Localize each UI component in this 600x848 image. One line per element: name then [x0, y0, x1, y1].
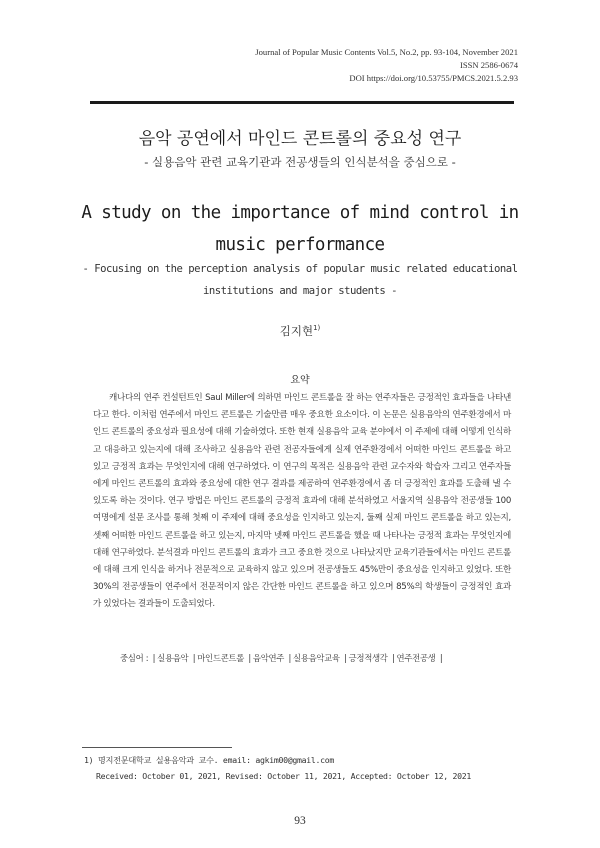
journal-citation: Journal of Popular Music Contents Vol.5, No.2, pp. 93-104, November 2021: [255, 47, 518, 57]
keyword-separator: |: [192, 653, 196, 663]
keywords-label: 중심어 :: [120, 653, 149, 663]
author-name: 김지현: [279, 324, 314, 338]
title-english: A study on the importance of mind control in music performance: [81, 203, 519, 255]
footnote-dates: Received: October 01, 2021, Revised: October 11, 2021, Accepted: October 12, 2021: [96, 771, 471, 781]
subtitle-english: - Focusing on the perception analysis of popular music related educational institutions and major students -: [82, 263, 518, 297]
header-rule: [90, 101, 514, 104]
keyword-item: 연주전공생: [396, 653, 436, 663]
abstract-text: 캐나다의 연주 컨설턴트인 Saul Miller에 의하면 마인드 콘트롤을 잘 하는 연주자들은 긍정적인 효과들을 나타낸다고 한다. 이처럼 연주에서 마인드 콘트롤은 기술만큼 매우 중요한 요소이다. 이 논문은 실용음악의 연주환경에서 마인드 콘트롤의 중요성과 필요성에 대해 기술하였다. 또한 현재 실용음악 교육 분야에서 이 주제에 대해 어떻게 인식하고 대응하고 있는지에 대해 조사하고 실용음악 관련 전공자들에게 실제 연주환경에서 어떠한 마인드 콘트롤을 하고 있고 긍정적 효과는 무엇인지에 대해 연구하였다. 이 연구의 목적은 실용음악 관련 교수자와 학습자 그리고 연주자들에게 마인드 콘트롤의 효과와 중요성에 대한 연구 결과를 제공하여 연주환경에서 좀 더 긍정적인 효과를 도출해 낼 수 있도록 하는 것이다. 연구 방법은 마인드 콘트롤의 긍정적 효과에 대해 분석하였고 서울지역 실용음악 전공생들 100여명에게 설문 조사를 통해 첫째 이 주제에 대해 중요성을 인지하고 있는지, 둘째 실제 마인드 콘트롤을 하고 있는지, 셋째 어떠한 마인드 콘트롤을 하고 있는지, 마지막 넷째 마인드 콘트롤을 했을 때 나타나는 긍정적 효과는 무엇인지에 대해 연구하였다. 분석결과 마인드 콘트롤의 효과가 크고 중요한 것으로 나타났지만 교육기관들에서는 마인드 콘트롤에 대해 크게 인식을 하거나 전문적으로 교육하지 않고 있으며 전공생들도 45%만이 중요성을 인지하고 있었다. 또한 30%의 전공생들이 연주에서 전문적이지 않은 간단한 마인드 콘트롤을 하고 있으며 85%의 학생들이 긍정적인 효과가 있었다는 결과들이 도출되었다.: [93, 393, 511, 610]
subtitle-korean: - 실용음악 관련 교육기관과 전공생들의 인식분석을 중심으로 -: [144, 155, 456, 169]
journal-doi: DOI https://doi.org/10.53755/PMCS.2021.5.2.93: [349, 73, 518, 83]
footnote-affiliation: 1) 명지전문대학교 실용음악과 교수. email: agkim00@gmail.com: [84, 755, 335, 765]
keyword-item: 음악연주: [252, 653, 285, 663]
author-footnote-mark: 1): [313, 324, 321, 333]
keyword-separator: |: [152, 653, 156, 663]
footnote: [84, 752, 471, 784]
keyword-item: 마인드콘트롤: [197, 653, 244, 663]
abstract-heading: 요약: [290, 375, 310, 386]
abstract: [93, 390, 511, 614]
page-number: 93: [294, 815, 306, 827]
keyword-separator: |: [439, 653, 443, 663]
journal-info: [255, 46, 518, 85]
keyword-separator: |: [288, 653, 291, 663]
keyword-separator: |: [344, 653, 347, 663]
journal-issn: ISSN 2586-0674: [459, 60, 518, 70]
keyword-separator: |: [391, 653, 395, 663]
author: [0, 323, 600, 339]
keyword-item: 긍정적생각: [348, 653, 388, 663]
keyword-item: 실용음악: [157, 653, 189, 663]
footnote-rule: [82, 747, 232, 748]
keyword-item: 실용음악교육: [292, 653, 340, 663]
title-korean: 음악 공연에서 마인드 콘트롤의 중요성 연구: [138, 129, 462, 149]
keyword-separator: |: [248, 653, 251, 663]
keywords: [120, 652, 444, 664]
